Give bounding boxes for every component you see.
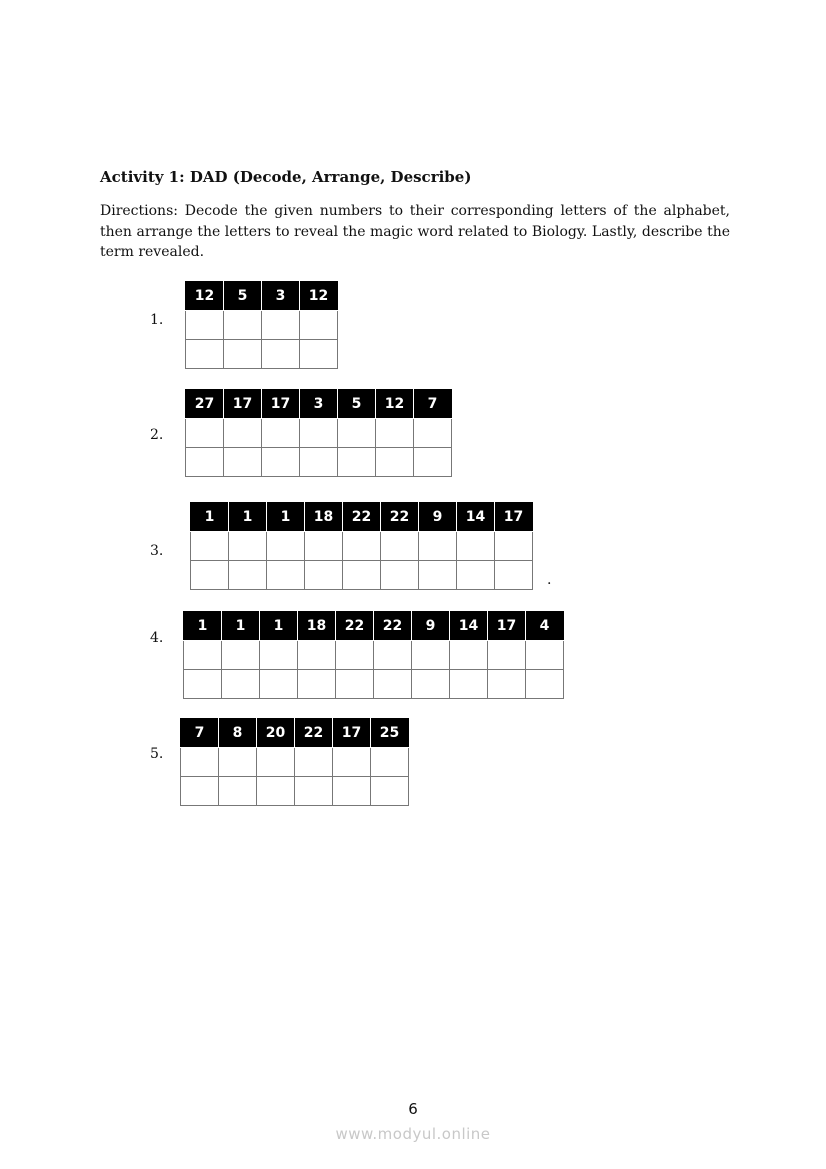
answer-cell[interactable]: [371, 777, 409, 806]
answer-cell[interactable]: [219, 777, 257, 806]
answer-cell[interactable]: [381, 561, 419, 590]
code-row: [191, 503, 533, 532]
answer-cell[interactable]: [419, 532, 457, 561]
answer-cell[interactable]: [295, 748, 333, 777]
code-cell: 5: [224, 282, 262, 311]
answer-cell[interactable]: [224, 340, 262, 369]
code-cell: 18: [305, 503, 343, 532]
answer-cell[interactable]: [260, 670, 298, 699]
answer-cell[interactable]: [381, 532, 419, 561]
code-cell: 17: [495, 503, 533, 532]
answer-cell[interactable]: [336, 641, 374, 670]
answer-cell[interactable]: [305, 532, 343, 561]
code-cell: 1: [229, 503, 267, 532]
answer-cell[interactable]: [224, 311, 262, 340]
answer-cell[interactable]: [414, 419, 452, 448]
answer-cell[interactable]: [495, 561, 533, 590]
activity-directions: Directions: Decode the given numbers to their corresponding letters of the alphabet, then arrange the letters to reveal the magic word related to Biology. Lastly, describe the term revealed.: [100, 203, 730, 260]
answer-cell[interactable]: [338, 419, 376, 448]
answer-row: [186, 448, 452, 477]
code-row: [181, 719, 409, 748]
answer-cell[interactable]: [262, 340, 300, 369]
answer-cell[interactable]: [191, 532, 229, 561]
answer-cell[interactable]: [414, 448, 452, 477]
answer-cell[interactable]: [333, 777, 371, 806]
answer-cell[interactable]: [526, 641, 564, 670]
answer-cell[interactable]: [298, 641, 336, 670]
code-cell: 22: [295, 719, 333, 748]
code-cell: 4: [526, 612, 564, 641]
answer-cell[interactable]: [333, 748, 371, 777]
code-cell: 18: [298, 612, 336, 641]
answer-cell[interactable]: [224, 448, 262, 477]
answer-row: [186, 340, 338, 369]
answer-cell[interactable]: [229, 561, 267, 590]
answer-row: [186, 311, 338, 340]
answer-cell[interactable]: [186, 311, 224, 340]
answer-cell[interactable]: [450, 670, 488, 699]
answer-cell[interactable]: [300, 419, 338, 448]
code-cell: 3: [262, 282, 300, 311]
code-cell: 7: [181, 719, 219, 748]
answer-cell[interactable]: [412, 641, 450, 670]
code-cell: 7: [414, 390, 452, 419]
answer-cell[interactable]: [526, 670, 564, 699]
answer-row: [181, 777, 409, 806]
code-cell: 8: [219, 719, 257, 748]
answer-cell[interactable]: [184, 670, 222, 699]
answer-cell[interactable]: [219, 748, 257, 777]
answer-cell[interactable]: [374, 670, 412, 699]
answer-cell[interactable]: [343, 532, 381, 561]
answer-row: [184, 670, 564, 699]
answer-cell[interactable]: [181, 777, 219, 806]
answer-cell[interactable]: [343, 561, 381, 590]
answer-cell[interactable]: [488, 641, 526, 670]
answer-cell[interactable]: [376, 419, 414, 448]
activity-title: Activity 1: DAD (Decode, Arrange, Describe): [100, 168, 472, 186]
answer-cell[interactable]: [300, 340, 338, 369]
answer-cell[interactable]: [374, 641, 412, 670]
code-cell: 17: [333, 719, 371, 748]
code-cell: 1: [184, 612, 222, 641]
answer-cell[interactable]: [181, 748, 219, 777]
code-cell: 20: [257, 719, 295, 748]
answer-cell[interactable]: [457, 532, 495, 561]
puzzle-5-number: 5.: [150, 746, 164, 762]
answer-cell[interactable]: [305, 561, 343, 590]
answer-cell[interactable]: [300, 311, 338, 340]
answer-cell[interactable]: [267, 532, 305, 561]
code-cell: 22: [343, 503, 381, 532]
code-cell: 1: [260, 612, 298, 641]
answer-row: [181, 748, 409, 777]
code-cell: 22: [381, 503, 419, 532]
answer-cell[interactable]: [412, 670, 450, 699]
code-cell: 9: [419, 503, 457, 532]
answer-cell[interactable]: [224, 419, 262, 448]
answer-cell[interactable]: [257, 748, 295, 777]
code-row: [184, 612, 564, 641]
answer-cell[interactable]: [191, 561, 229, 590]
answer-row: [191, 532, 533, 561]
answer-cell[interactable]: [419, 561, 457, 590]
puzzle-3-grid: [190, 502, 533, 590]
answer-cell[interactable]: [184, 641, 222, 670]
answer-cell[interactable]: [336, 670, 374, 699]
answer-cell[interactable]: [298, 670, 336, 699]
trailing-period: .: [547, 572, 552, 588]
code-row: [186, 282, 338, 311]
answer-cell[interactable]: [186, 419, 224, 448]
puzzle-1-grid: [185, 281, 338, 369]
answer-cell[interactable]: [222, 670, 260, 699]
answer-cell[interactable]: [186, 448, 224, 477]
answer-cell[interactable]: [376, 448, 414, 477]
answer-cell[interactable]: [295, 777, 333, 806]
page-number: 6: [408, 1100, 418, 1118]
answer-cell[interactable]: [186, 340, 224, 369]
code-cell: 12: [376, 390, 414, 419]
code-cell: 1: [222, 612, 260, 641]
answer-cell[interactable]: [260, 641, 298, 670]
answer-cell[interactable]: [495, 532, 533, 561]
answer-cell[interactable]: [222, 641, 260, 670]
answer-cell[interactable]: [488, 670, 526, 699]
code-cell: 5: [338, 390, 376, 419]
answer-cell[interactable]: [262, 419, 300, 448]
code-cell: 3: [300, 390, 338, 419]
puzzle-4-grid: [183, 611, 564, 699]
answer-row: [186, 419, 452, 448]
answer-cell[interactable]: [338, 448, 376, 477]
answer-cell[interactable]: [257, 777, 295, 806]
answer-row: [191, 561, 533, 590]
answer-cell[interactable]: [457, 561, 495, 590]
code-cell: 22: [374, 612, 412, 641]
answer-cell[interactable]: [450, 641, 488, 670]
answer-cell[interactable]: [267, 561, 305, 590]
answer-cell[interactable]: [229, 532, 267, 561]
watermark: www.modyul.online: [335, 1125, 491, 1143]
code-cell: 12: [186, 282, 224, 311]
puzzle-1-number: 1.: [150, 312, 164, 328]
code-cell: 9: [412, 612, 450, 641]
puzzle-2-number: 2.: [150, 427, 164, 443]
puzzle-3-number: 3.: [150, 543, 164, 559]
code-cell: 17: [488, 612, 526, 641]
code-cell: 17: [224, 390, 262, 419]
puzzle-5-grid: [180, 718, 409, 806]
code-cell: 1: [191, 503, 229, 532]
code-cell: 1: [267, 503, 305, 532]
answer-row: [184, 641, 564, 670]
answer-cell[interactable]: [300, 448, 338, 477]
code-cell: 12: [300, 282, 338, 311]
code-cell: 14: [457, 503, 495, 532]
code-cell: 25: [371, 719, 409, 748]
code-cell: 27: [186, 390, 224, 419]
answer-cell[interactable]: [262, 448, 300, 477]
answer-cell[interactable]: [371, 748, 409, 777]
code-cell: 17: [262, 390, 300, 419]
code-cell: 14: [450, 612, 488, 641]
puzzle-4-number: 4.: [150, 630, 164, 646]
answer-cell[interactable]: [262, 311, 300, 340]
code-row: [186, 390, 452, 419]
code-cell: 22: [336, 612, 374, 641]
puzzle-2-grid: [185, 389, 452, 477]
